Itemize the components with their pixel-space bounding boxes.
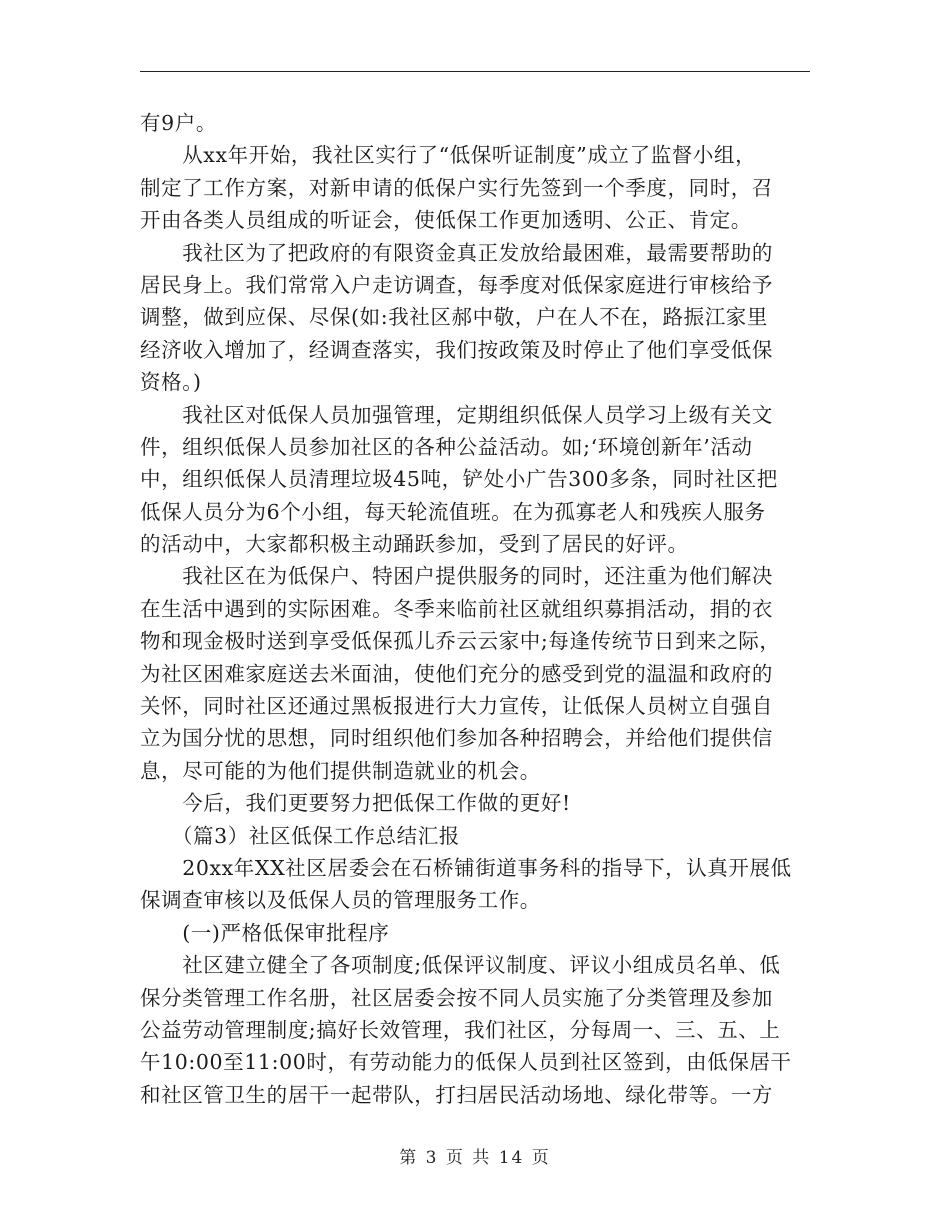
text-line: 我社区在为低保户、特困户提供服务的同时，还注重为他们解决 [140,564,773,589]
text-line: 我社区为了把政府的有限资金真正发放给最困难，最需要帮助的 [140,240,773,265]
text-line: 的活动中，大家都积极主动踊跃参加，受到了居民的好评。 [140,532,689,557]
text-line: 保分类管理工作名册，社区居委会按不同人员实施了分类管理及参加 [140,985,773,1010]
subsection-heading: (一)严格低保审批程序 [140,920,390,945]
text-line: 关怀，同时社区还通过黑板报进行大力宣传，让低保人员树立自强自 [140,694,773,719]
text-line: 我社区对低保人员加强管理，定期组织低保人员学习上级有关文 [140,402,773,427]
text-line: 件，组织低保人员参加社区的各种公益活动。如;‘环境创新年’活动 [140,434,753,459]
text-line: 和社区管卫生的居干一起带队，打扫居民活动场地、绿化带等。一方 [140,1082,773,1107]
text-line: 调整，做到应保、尽保(如:我社区郝中敬，户在人不在，路振江家里 [140,305,769,330]
text-line: 20xx年XX社区居委会在石桥铺街道事务科的指导下，认真开展低 [140,855,792,880]
text-line: 开由各类人员组成的听证会，使低保工作更加透明、公正、肯定。 [140,208,752,233]
text-line: 资格。) [140,370,202,395]
document-body [140,107,812,1111]
text-line: 立为国分忧的思想，同时组织他们参加各种招聘会，并给他们提供信 [140,726,773,751]
text-line: 从xx年开始，我社区实行了“低保听证制度”成立了监督小组， [140,143,757,168]
text-line: 有9户。 [140,111,217,135]
text-line: 中，组织低保人员清理垃圾45吨，铲处小广告300多条，同时社区把 [140,467,778,492]
section-heading: （篇3）社区低保工作总结汇报 [140,823,460,848]
text-line: 低保人员分为6个小组，每天轮流值班。在为孤寡老人和残疾人服务 [140,499,766,524]
text-line: 今后，我们更要努力把低保工作做的更好! [140,791,571,816]
text-line: 物和现金极时送到享受低保孤儿乔云云家中;每逢传统节日到来之际， [140,629,781,654]
text-line: 经济收入增加了，经调查落实，我们按政策及时停止了他们享受低保 [140,337,773,362]
text-line: 保调查审核以及低保人员的管理服务工作。 [140,888,541,913]
text-line: 为社区困难家庭送去米面油，使他们充分的感受到党的温温和政府的 [140,661,773,686]
text-line: 在生活中遇到的实际困难。冬季来临前社区就组织募捐活动，捐的衣 [140,596,773,621]
page-number: 第 3 页 共 14 页 [399,1148,551,1168]
text-line: 制定了工作方案，对新申请的低保户实行先签到一个季度，同时，召 [140,175,773,200]
header-rule [140,71,810,72]
text-line: 社区建立健全了各项制度;低保评议制度、评议小组成员名单、低 [140,953,781,978]
text-line: 居民身上。我们常常入户走访调查，每季度对低保家庭进行审核给予 [140,272,773,297]
text-line: 息，尽可能的为他们提供制造就业的机会。 [140,758,541,783]
text-line: 公益劳动管理制度;搞好长效管理，我们社区，分每周一、三、五、上 [140,1017,781,1042]
text-line: 午10:00至11:00时，有劳动能力的低保人员到社区签到，由低保居干 [140,1050,792,1075]
